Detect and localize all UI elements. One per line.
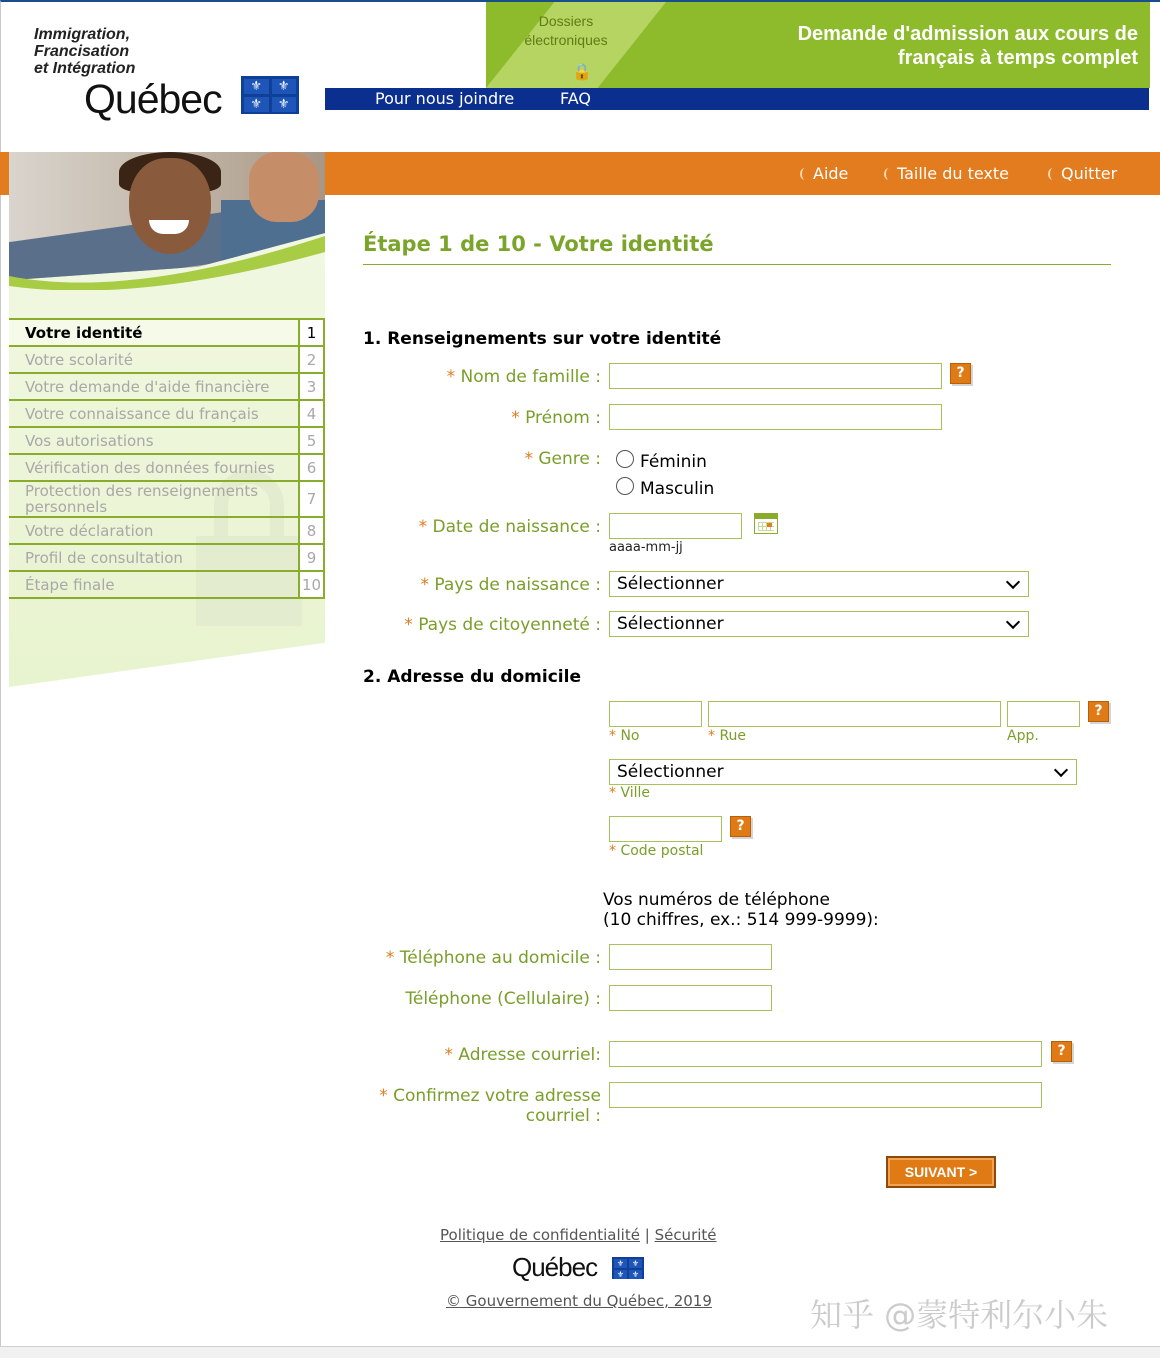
nav-contact-link[interactable]: Pour nous joindre: [375, 89, 515, 108]
quebec-flag-icon: ⚜ ⚜ ⚜ ⚜: [241, 76, 299, 114]
logo-line-1: Immigration,: [34, 26, 131, 43]
last-name-input[interactable]: [609, 363, 942, 389]
citizenship-country-value: Sélectionner: [617, 614, 724, 634]
step-item-7: [9, 482, 325, 518]
footer-quebec-wordmark: Québec: [512, 1252, 598, 1282]
birthdate-input[interactable]: [609, 513, 742, 539]
city-caption-text: Ville: [620, 785, 651, 801]
quit-link[interactable]: [1048, 152, 1117, 195]
citizenship-country-label: [404, 615, 601, 635]
text-size-link[interactable]: [884, 152, 1009, 195]
dossiers-line-1: Dossiers: [538, 13, 594, 29]
confirm-email-label-line-1: Confirmez votre adresse: [393, 1086, 601, 1106]
birth-country-label: [420, 575, 601, 595]
postal-code-caption-text: Code postal: [620, 843, 704, 859]
help-icon[interactable]: ?: [950, 363, 971, 384]
section-identity-heading: 1. Renseignements sur votre identité: [363, 329, 722, 349]
street-number-caption: [609, 728, 640, 744]
step-number: 8: [298, 518, 325, 543]
quit-label: Quitter: [1061, 164, 1118, 183]
last-name-label-text: Nom de famille :: [460, 367, 601, 387]
birthdate-label-text: Date de naissance :: [432, 517, 601, 537]
gender-label-text: Genre :: [538, 449, 601, 469]
logo-line-2: Francisation: [34, 43, 130, 60]
email-label-text: Adresse courriel:: [458, 1045, 601, 1065]
step-number: 5: [298, 428, 325, 453]
help-icon[interactable]: ?: [730, 816, 751, 837]
phone-intro-line-1: Vos numéros de téléphone: [603, 890, 830, 910]
confirm-email-input[interactable]: [609, 1082, 1042, 1108]
next-button[interactable]: SUIVANT >: [886, 1156, 996, 1188]
footer-links: [440, 1226, 717, 1244]
footer-separator: |: [644, 1226, 650, 1244]
aide-link[interactable]: [800, 152, 848, 195]
required-star: *: [420, 575, 429, 595]
apartment-caption: App.: [1007, 728, 1039, 744]
first-name-input[interactable]: [609, 404, 942, 430]
title-divider: [363, 264, 1111, 265]
gender-female-radio[interactable]: [616, 450, 634, 468]
bullet-icon: [1048, 168, 1058, 180]
step-item-1[interactable]: [9, 320, 325, 347]
step-item-9: [9, 545, 325, 572]
lock-icon: 🔒: [572, 62, 592, 81]
nav-faq-link[interactable]: FAQ: [560, 89, 591, 108]
home-phone-label-text: Téléphone au domicile :: [399, 948, 601, 968]
phone-intro-line-2: (10 chiffres, ex.: 514 999-9999):: [603, 910, 879, 930]
chevron-down-icon: [1054, 763, 1068, 777]
calendar-icon[interactable]: [754, 513, 778, 534]
postal-code-input[interactable]: [609, 816, 722, 842]
quebec-wordmark: Québec: [84, 76, 222, 122]
app-title: [798, 22, 1138, 70]
section-address-heading: 2. Adresse du domicile: [363, 667, 581, 687]
cell-phone-input[interactable]: [609, 985, 772, 1011]
street-number-caption-text: No: [620, 728, 640, 744]
step-item-10: [9, 572, 325, 599]
help-icon[interactable]: ?: [1051, 1041, 1072, 1062]
step-label: Votre connaissance du français: [25, 404, 259, 423]
required-star: *: [708, 728, 715, 744]
step-item-6: [9, 455, 325, 482]
required-star: *: [609, 843, 616, 859]
window-bottom-edge: [0, 1346, 1160, 1358]
required-star: *: [446, 367, 456, 387]
sidebar-curve: [9, 230, 325, 290]
footer-flag-icon: ⚜ ⚜ ⚜ ⚜: [612, 1257, 644, 1279]
required-star: *: [609, 728, 616, 744]
chevron-down-icon: [1006, 615, 1020, 629]
bullet-icon: [884, 168, 894, 180]
dossiers-line-2: électroniques: [524, 32, 608, 48]
gender-label: [524, 449, 601, 469]
step-label: Vérification des données fournies: [25, 458, 275, 477]
home-phone-input[interactable]: [609, 944, 772, 970]
step-label: Votre scolarité: [25, 350, 134, 369]
ministry-logo[interactable]: [34, 26, 324, 126]
street-caption: [708, 728, 746, 744]
birthdate-label: [419, 517, 601, 537]
first-name-label: [511, 408, 601, 428]
step-label: Profil de consultation: [25, 548, 183, 567]
step-item-5: [9, 428, 325, 455]
step-item-8: [9, 518, 325, 545]
step-label: Vos autorisations: [25, 431, 154, 450]
required-star: *: [418, 517, 428, 537]
step-label: Votre identité: [9, 320, 298, 345]
street-number-input[interactable]: [609, 701, 702, 727]
birth-country-select[interactable]: [609, 571, 1029, 597]
chevron-down-icon: [1006, 575, 1020, 589]
citizenship-country-label-text: Pays de citoyenneté :: [418, 615, 601, 635]
required-star: *: [385, 948, 395, 968]
logo-line-3: et Intégration: [34, 60, 136, 77]
citizenship-country-select[interactable]: [609, 611, 1029, 637]
step-list: [9, 318, 325, 599]
gender-male-label: Masculin: [640, 479, 715, 499]
date-format-hint: aaaa-mm-jj: [609, 540, 683, 555]
city-value: Sélectionner: [617, 762, 724, 782]
step-number: 7: [298, 482, 325, 516]
required-star: *: [444, 1045, 453, 1065]
step-item-4: [9, 401, 325, 428]
copyright-link[interactable]: © Gouvernement du Québec, 2019: [446, 1292, 712, 1310]
person-face-2: [249, 152, 319, 222]
header-banner: [486, 2, 1150, 88]
step-number: 6: [298, 455, 325, 480]
step-label: Votre déclaration: [25, 521, 154, 540]
apartment-input[interactable]: [1007, 701, 1080, 727]
required-star: *: [609, 785, 616, 801]
step-number: 3: [298, 374, 325, 399]
email-input[interactable]: [609, 1041, 1042, 1067]
step-number: 2: [298, 347, 325, 372]
street-input[interactable]: [708, 701, 1001, 727]
top-nav: [325, 88, 1149, 110]
step-number: 10: [298, 572, 325, 597]
last-name-label: [447, 367, 601, 387]
app-title-line-1: Demande d'admission aux cours de: [797, 23, 1138, 45]
privacy-policy-link[interactable]: Politique de confidentialité: [440, 1226, 640, 1244]
zhihu-watermark: 知乎 @蒙特利尔小朱: [810, 1296, 1109, 1334]
step-number: 4: [298, 401, 325, 426]
birth-country-label-text: Pays de naissance :: [434, 575, 601, 595]
step-number: 9: [298, 545, 325, 570]
step-label: Étape finale: [25, 575, 115, 594]
home-phone-label: [386, 948, 601, 968]
required-star: *: [524, 449, 533, 469]
birth-country-value: Sélectionner: [617, 574, 724, 594]
city-select[interactable]: [609, 759, 1077, 785]
confirm-email-label: [379, 1086, 601, 1126]
required-star: *: [404, 615, 413, 635]
step-item-3: [9, 374, 325, 401]
help-icon[interactable]: ?: [1088, 701, 1109, 722]
postal-code-caption: [609, 843, 703, 859]
aide-label: Aide: [813, 164, 849, 183]
phone-intro: [603, 890, 879, 930]
security-link[interactable]: Sécurité: [654, 1226, 717, 1244]
required-star: *: [511, 408, 520, 428]
step-item-2: [9, 347, 325, 374]
city-caption: [609, 785, 650, 801]
app-title-line-2: français à temps complet: [897, 47, 1138, 69]
confirm-email-label-line-2: courriel :: [525, 1106, 601, 1126]
email-label: [444, 1045, 601, 1065]
required-star: *: [379, 1086, 388, 1106]
step-label: Protection des renseignements personnels: [25, 482, 259, 516]
text-size-label: Taille du texte: [897, 164, 1009, 183]
dossiers-electroniques: [506, 12, 626, 50]
first-name-label-text: Prénom :: [525, 408, 601, 428]
cell-phone-label: Téléphone (Cellulaire) :: [405, 989, 601, 1009]
step-label: Votre demande d'aide financière: [25, 377, 270, 396]
gender-female-label: Féminin: [640, 452, 707, 472]
street-caption-text: Rue: [719, 728, 747, 744]
gender-male-radio[interactable]: [616, 477, 634, 495]
bullet-icon: [800, 168, 810, 180]
page-title: Étape 1 de 10 - Votre identité: [363, 232, 714, 256]
step-number: 1: [298, 320, 325, 345]
